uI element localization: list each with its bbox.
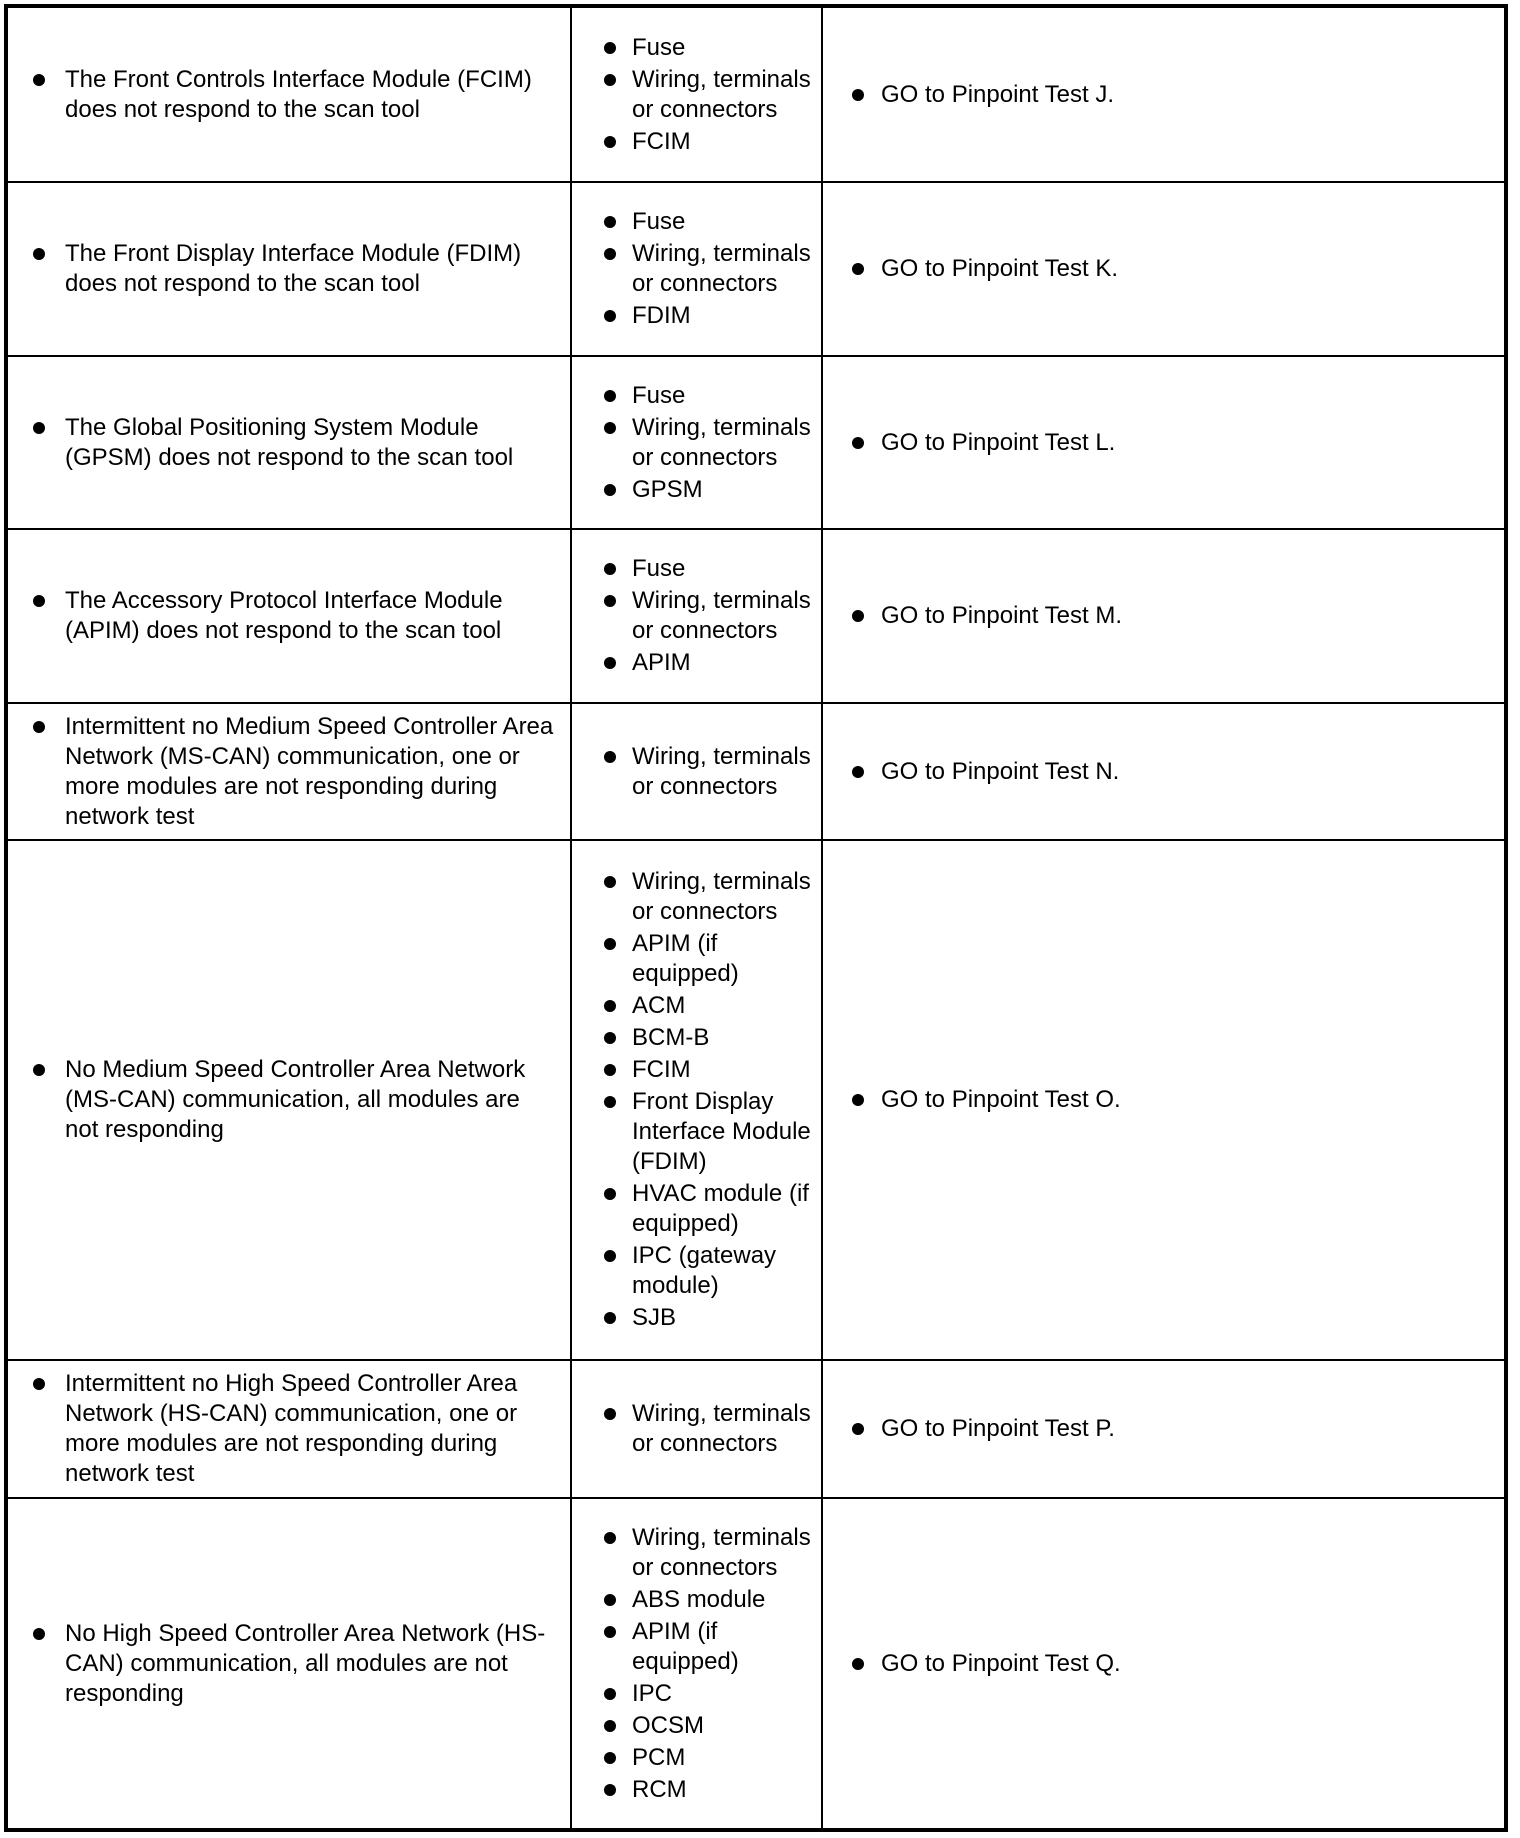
condition-item — [8, 413, 570, 473]
action-cell — [823, 1361, 1504, 1497]
source-text: Wiring, terminals or connectors — [632, 413, 811, 471]
bullet-icon — [604, 216, 616, 228]
source-text: GPSM — [632, 475, 703, 503]
source-text: FCIM — [632, 1056, 691, 1083]
bullet-icon — [604, 1752, 616, 1764]
bullet-icon — [33, 74, 45, 86]
source-text: Fuse — [632, 555, 686, 582]
source-text: RCM — [632, 1775, 687, 1803]
source-item — [572, 301, 821, 331]
bullet-icon — [604, 310, 616, 322]
possible-sources-cell — [572, 530, 823, 702]
source-item — [572, 65, 821, 125]
source-item — [572, 1743, 821, 1773]
condition-cell — [8, 530, 572, 702]
action-item — [823, 1414, 1504, 1444]
condition-item — [8, 239, 570, 299]
source-text: Fuse — [632, 381, 686, 409]
source-item — [572, 1399, 821, 1459]
source-item — [572, 1775, 821, 1805]
source-text: IPC (gateway module) — [632, 1242, 777, 1299]
source-item — [572, 1055, 821, 1085]
condition-cell — [8, 8, 572, 181]
pinpoint-test-link[interactable]: GO to Pinpoint Test P. — [881, 1415, 1115, 1442]
bullet-icon — [852, 89, 864, 101]
condition-cell — [8, 704, 572, 839]
bullet-icon — [33, 1628, 45, 1640]
source-text: APIM (if equipped) — [632, 1617, 739, 1675]
action-item — [823, 1649, 1504, 1679]
source-text: Wiring, terminals or connectors — [632, 1523, 811, 1581]
source-item — [572, 867, 821, 927]
diagnostic-symptom-table — [4, 4, 1508, 1832]
bullet-icon — [852, 437, 864, 449]
source-text: FCIM — [632, 127, 691, 155]
bullet-icon — [604, 1188, 616, 1200]
bullet-icon — [604, 657, 616, 669]
source-text: HVAC module (if equipped) — [632, 1180, 809, 1237]
bullet-icon — [33, 1064, 45, 1076]
bullet-icon — [852, 1423, 864, 1435]
table-row — [8, 1361, 1504, 1499]
action-cell — [823, 1499, 1504, 1828]
table-row — [8, 183, 1504, 357]
bullet-icon — [604, 1312, 616, 1324]
table-row — [8, 841, 1504, 1361]
possible-sources-cell — [572, 841, 823, 1359]
bullet-icon — [33, 422, 45, 434]
source-text: Wiring, terminals or connectors — [632, 742, 811, 800]
source-item — [572, 1585, 821, 1615]
source-text: Wiring, terminals or connectors — [632, 868, 811, 925]
source-text: APIM (if equipped) — [632, 930, 739, 987]
bullet-icon — [852, 610, 864, 622]
table-row — [8, 704, 1504, 841]
action-cell — [823, 841, 1504, 1359]
pinpoint-test-link[interactable]: GO to Pinpoint Test M. — [881, 602, 1122, 629]
source-text: OCSM — [632, 1711, 704, 1739]
bullet-icon — [604, 563, 616, 575]
source-item — [572, 413, 821, 473]
action-item — [823, 80, 1504, 110]
table-row — [8, 530, 1504, 704]
bullet-icon — [604, 1408, 616, 1420]
source-item — [572, 1241, 821, 1301]
source-item — [572, 475, 821, 505]
possible-sources-cell — [572, 1361, 823, 1497]
source-item — [572, 742, 821, 802]
action-item — [823, 757, 1504, 787]
condition-item — [8, 586, 570, 646]
possible-sources-cell — [572, 8, 823, 181]
source-text: IPC — [632, 1679, 673, 1707]
action-item — [823, 1085, 1504, 1115]
source-text: Wiring, terminals or connectors — [632, 240, 811, 297]
action-item — [823, 428, 1504, 458]
bullet-icon — [604, 1688, 616, 1700]
action-cell — [823, 530, 1504, 702]
bullet-icon — [604, 1000, 616, 1012]
source-text: Wiring, terminals or connectors — [632, 65, 811, 123]
bullet-icon — [604, 1032, 616, 1044]
condition-cell — [8, 1499, 572, 1828]
source-text: Fuse — [632, 33, 686, 61]
source-item — [572, 1087, 821, 1177]
possible-sources-cell — [572, 183, 823, 355]
bullet-icon — [604, 74, 616, 86]
bullet-icon — [604, 1784, 616, 1796]
bullet-icon — [604, 1720, 616, 1732]
condition-text: The Front Display Interface Module (FDIM) does not respond to the scan tool — [65, 240, 522, 297]
bullet-icon — [33, 721, 45, 733]
bullet-icon — [604, 136, 616, 148]
pinpoint-test-link[interactable]: GO to Pinpoint Test O. — [881, 1086, 1121, 1113]
source-item — [572, 1179, 821, 1239]
source-text: APIM — [632, 649, 691, 676]
bullet-icon — [604, 595, 616, 607]
condition-cell — [8, 183, 572, 355]
source-item — [572, 1617, 821, 1677]
source-item — [572, 381, 821, 411]
source-item — [572, 127, 821, 157]
source-item — [572, 33, 821, 63]
source-text: SJB — [632, 1304, 677, 1331]
bullet-icon — [604, 1096, 616, 1108]
source-text: BCM-B — [632, 1024, 710, 1051]
source-item — [572, 1711, 821, 1741]
table-row — [8, 8, 1504, 183]
source-item — [572, 648, 821, 678]
table-row — [8, 1499, 1504, 1828]
condition-item — [8, 1369, 570, 1489]
action-cell — [823, 704, 1504, 839]
action-cell — [823, 8, 1504, 181]
bullet-icon — [604, 422, 616, 434]
source-text: ACM — [632, 992, 686, 1019]
bullet-icon — [604, 1250, 616, 1262]
source-item — [572, 554, 821, 584]
action-cell — [823, 357, 1504, 528]
bullet-icon — [852, 1658, 864, 1670]
condition-cell — [8, 1361, 572, 1497]
action-item — [823, 601, 1504, 631]
condition-item — [8, 65, 570, 125]
source-text: Fuse — [632, 208, 686, 235]
bullet-icon — [852, 1094, 864, 1106]
source-text: Wiring, terminals or connectors — [632, 1400, 811, 1457]
action-cell — [823, 183, 1504, 355]
condition-text: The Front Controls Interface Module (FCIM) does not respond to the scan tool — [65, 65, 532, 123]
condition-text: The Accessory Protocol Interface Module (APIM) does not respond to the scan tool — [65, 587, 503, 644]
source-item — [572, 1023, 821, 1053]
bullet-icon — [604, 42, 616, 54]
bullet-icon — [852, 766, 864, 778]
pinpoint-test-link[interactable]: GO to Pinpoint Test Q. — [881, 1649, 1121, 1677]
condition-text: No Medium Speed Controller Area Network (MS-CAN) communication, all modules are not responding — [65, 1056, 526, 1143]
bullet-icon — [604, 1594, 616, 1606]
source-text: PCM — [632, 1743, 686, 1771]
bullet-icon — [604, 751, 616, 763]
bullet-icon — [33, 1378, 45, 1390]
source-item — [572, 239, 821, 299]
action-item — [823, 254, 1504, 284]
source-text: Front Display Interface Module (FDIM) — [632, 1088, 811, 1175]
bullet-icon — [604, 876, 616, 888]
pinpoint-test-link[interactable]: GO to Pinpoint Test J. — [881, 80, 1115, 108]
condition-text: No High Speed Controller Area Network (HS-CAN) communication, all modules are not responding — [65, 1619, 546, 1707]
bullet-icon — [604, 1064, 616, 1076]
condition-item — [8, 712, 570, 832]
bullet-icon — [604, 248, 616, 260]
bullet-icon — [604, 1626, 616, 1638]
source-item — [572, 1303, 821, 1333]
source-item — [572, 586, 821, 646]
source-item — [572, 929, 821, 989]
source-text: FDIM — [632, 302, 691, 329]
table-row — [8, 357, 1504, 530]
source-text: ABS module — [632, 1585, 766, 1613]
bullet-icon — [852, 263, 864, 275]
condition-text: The Global Positioning System Module (GPSM) does not respond to the scan tool — [65, 413, 514, 471]
condition-cell — [8, 357, 572, 528]
source-text: Wiring, terminals or connectors — [632, 587, 811, 644]
bullet-icon — [604, 484, 616, 496]
bullet-icon — [33, 248, 45, 260]
bullet-icon — [33, 595, 45, 607]
condition-item — [8, 1619, 570, 1709]
bullet-icon — [604, 938, 616, 950]
source-item — [572, 1679, 821, 1709]
possible-sources-cell — [572, 1499, 823, 1828]
condition-text: Intermittent no High Speed Controller Area Network (HS-CAN) communication, one or more modules are not responding during network test — [65, 1370, 518, 1487]
source-item — [572, 1523, 821, 1583]
bullet-icon — [604, 1532, 616, 1544]
pinpoint-test-link[interactable]: GO to Pinpoint Test N. — [881, 757, 1120, 785]
pinpoint-test-link[interactable]: GO to Pinpoint Test L. — [881, 428, 1116, 456]
condition-cell — [8, 841, 572, 1359]
condition-item — [8, 1055, 570, 1145]
source-item — [572, 991, 821, 1021]
pinpoint-test-link[interactable]: GO to Pinpoint Test K. — [881, 255, 1119, 282]
possible-sources-cell — [572, 704, 823, 839]
bullet-icon — [604, 390, 616, 402]
possible-sources-cell — [572, 357, 823, 528]
source-item — [572, 207, 821, 237]
condition-text: Intermittent no Medium Speed Controller Area Network (MS-CAN) communication, one or more modules are not responding during network test — [65, 712, 554, 830]
